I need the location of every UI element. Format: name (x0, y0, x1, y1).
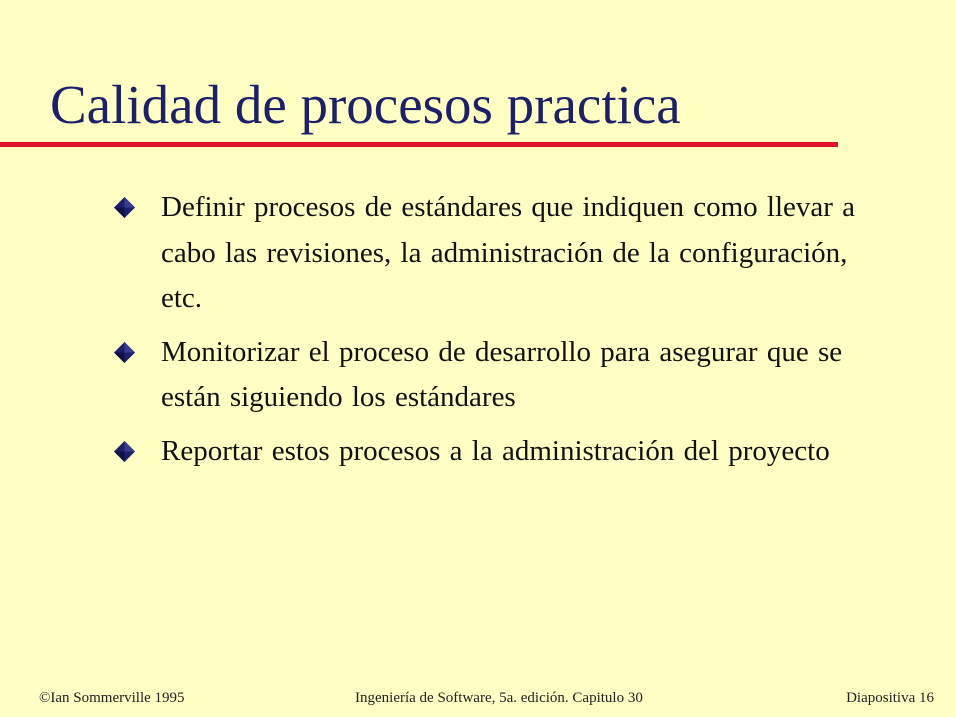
bullet-item (114, 429, 874, 475)
bullet-item (114, 185, 874, 322)
footer-slide-number: Diapositiva 16 (846, 690, 934, 706)
bullet-text: Reportar estos procesos a la administración del proyecto (161, 434, 830, 467)
bullet-item (114, 330, 874, 421)
bullet-text: Definir procesos de estándares que indiquen como llevar a cabo las revisiones, la administración de la configuración, etc. (161, 191, 856, 314)
footer-copyright: ©Ian Sommerville 1995 (39, 690, 185, 706)
diamond-bullet-icon (114, 342, 135, 363)
slide-title: Calidad de procesos practica (50, 74, 681, 135)
title-underline (0, 142, 838, 147)
bullet-list (114, 185, 874, 482)
diamond-bullet-icon (114, 197, 135, 218)
diamond-bullet-icon (114, 441, 135, 462)
footer-book-title: Ingeniería de Software, 5a. edición. Capitulo 30 (355, 690, 643, 706)
bullet-text: Monitorizar el proceso de desarrollo para asegurar que se están siguiendo los estándares (161, 335, 843, 413)
